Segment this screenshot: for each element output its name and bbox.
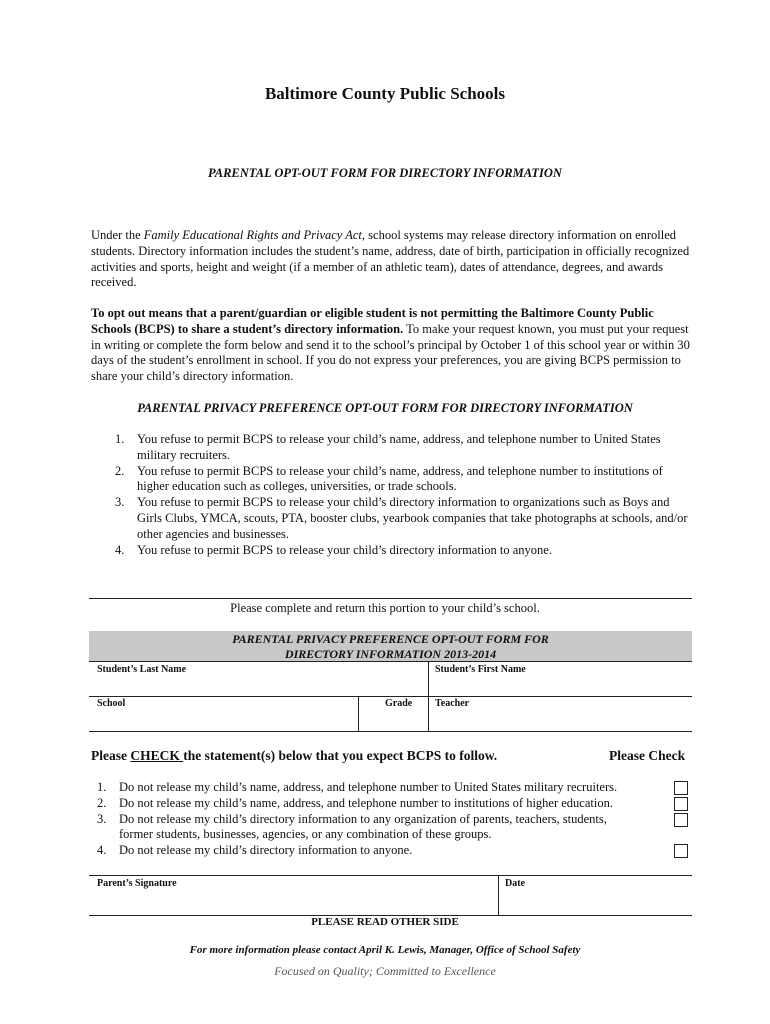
list-item bbox=[97, 780, 642, 796]
date-field[interactable] bbox=[499, 890, 692, 914]
list-item bbox=[115, 495, 693, 542]
read-other-side-note: PLEASE READ OTHER SIDE bbox=[311, 916, 459, 928]
item-text: You refuse to permit BCPS to release your child’s name, address, and telephone number to institutions of higher education such as colleges, universities, or trade schools. bbox=[137, 463, 663, 494]
item-number: 4. bbox=[115, 542, 125, 557]
item-number: 3. bbox=[97, 811, 107, 826]
item-number: 3. bbox=[115, 495, 125, 510]
banner-title-line2: DIRECTORY INFORMATION 2013-2014 bbox=[284, 647, 497, 661]
preference-list bbox=[115, 432, 693, 558]
check-prompt bbox=[91, 748, 497, 764]
check-prompt-before: Please bbox=[91, 748, 131, 763]
item-number: 1. bbox=[97, 780, 107, 794]
check-prompt-emphasis: CHECK bbox=[130, 748, 184, 763]
item-text: You refuse to permit BCPS to release your child’s directory information to anyone. bbox=[137, 542, 552, 557]
first-name-label: Student’s First Name bbox=[435, 664, 526, 675]
check-prompt-after: the statement(s) below that you expect BCPS to follow. bbox=[183, 748, 498, 763]
item-text: You refuse to permit BCPS to release your child’s name, address, and telephone number to United States military recruiters. bbox=[137, 432, 661, 462]
intro-prefix: Under the bbox=[91, 228, 144, 242]
teacher-field[interactable] bbox=[429, 710, 692, 730]
checkbox-higher-education[interactable] bbox=[674, 797, 688, 811]
list-item bbox=[115, 543, 693, 559]
school-field[interactable] bbox=[89, 710, 357, 730]
item-number: 4. bbox=[97, 843, 107, 858]
grade-label: Grade bbox=[385, 698, 413, 709]
signature-field[interactable] bbox=[89, 890, 497, 914]
cut-line bbox=[89, 598, 692, 599]
grade-field[interactable] bbox=[359, 710, 427, 730]
checkbox-military-recruiters[interactable] bbox=[674, 781, 688, 795]
item-text: Do not release my child’s directory information to anyone. bbox=[119, 843, 413, 858]
item-number: 2. bbox=[115, 463, 125, 478]
item-text: Do not release my child’s name, address, and telephone number to United States military recruiters. bbox=[119, 780, 618, 794]
intro-suffix: school systems may release directory information on enrolled students. Directory information includes the student’s name, address, date of birth, participation in officially recognized activities and sports, height and weight (if a member of an athletic team), dates of attendance, degrees, and awards received. bbox=[91, 228, 690, 290]
last-name-field[interactable] bbox=[89, 674, 428, 695]
list-item bbox=[97, 812, 642, 844]
signature-top-line bbox=[89, 875, 692, 876]
last-name-label: Student’s Last Name bbox=[97, 664, 187, 675]
preference-heading: PARENTAL PRIVACY PREFERENCE OPT-OUT FORM FOR DIRECTORY INFORMATION bbox=[137, 401, 633, 415]
list-item bbox=[115, 464, 693, 496]
teacher-label: Teacher bbox=[435, 698, 470, 709]
contact-info: For more information please contact April K. Lewis, Manager, Office of School Safety bbox=[189, 944, 581, 956]
list-item bbox=[115, 432, 693, 464]
item-number: 2. bbox=[97, 795, 107, 810]
check-list bbox=[97, 780, 642, 859]
checkbox-organizations[interactable] bbox=[674, 813, 688, 827]
grid-middle-line bbox=[89, 696, 692, 697]
intro-paragraph bbox=[91, 228, 691, 291]
check-column-label: Please Check bbox=[609, 748, 686, 763]
first-name-field[interactable] bbox=[429, 674, 692, 695]
grid-bottom-line bbox=[89, 731, 692, 732]
banner-title-line1: PARENTAL PRIVACY PREFERENCE OPT-OUT FORM FOR bbox=[232, 632, 549, 646]
checkbox-anyone[interactable] bbox=[674, 844, 688, 858]
ferpa-act-name: Family Educational Rights and Privacy Act, bbox=[143, 228, 366, 242]
list-item bbox=[97, 796, 642, 812]
return-instruction: Please complete and return this portion to your child’s school. bbox=[230, 601, 540, 615]
school-slogan: Focused on Quality; Committed to Excellence bbox=[274, 964, 496, 978]
date-label: Date bbox=[505, 878, 525, 889]
opt-out-instructions: To make your request known, you must put your request in writing or complete the form below and send it to the school’s principal by October 1 of this school year or within 30 days of the student’s enrollment in school. If you do not express your preferences, you are giving BCPS permission to share your child’s directory information. bbox=[91, 321, 690, 384]
page-title: Baltimore County Public Schools bbox=[264, 84, 506, 103]
item-text: Do not release my child’s name, address, and telephone number to institutions of higher education. bbox=[119, 795, 613, 810]
list-item bbox=[97, 843, 642, 859]
item-text: Do not release my child’s directory information to any organization of parents, teachers, students, former students, businesses, agencies, or any combination of these groups. bbox=[119, 811, 607, 842]
opt-out-definition: To opt out means that a parent/guardian or eligible student is not permitting the Baltimore County Public Schools (BCPS) to share a student’s directory information. bbox=[91, 306, 654, 336]
grid-top-line bbox=[89, 661, 692, 662]
form-subtitle: PARENTAL OPT-OUT FORM FOR DIRECTORY INFORMATION bbox=[208, 166, 562, 180]
school-label: School bbox=[97, 698, 126, 709]
item-text: You refuse to permit BCPS to release your child’s directory information to organizations such as Boys and Girls Clubs, YMCA, scouts, PTA, booster clubs, yearbook companies that take photographs at schools, and/or other agencies and businesses. bbox=[137, 495, 688, 541]
opt-out-paragraph bbox=[91, 306, 691, 385]
signature-label: Parent’s Signature bbox=[97, 878, 177, 889]
item-number: 1. bbox=[115, 432, 125, 446]
